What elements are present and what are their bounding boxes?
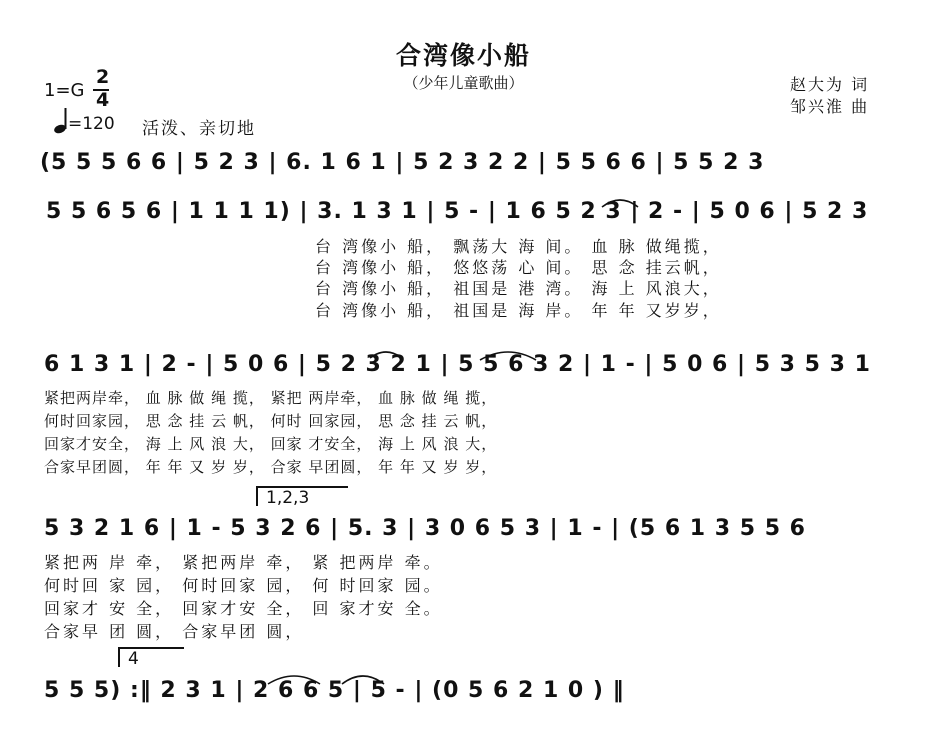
- time-signature-bottom: 4: [96, 89, 110, 111]
- lyricist-credit: 赵大为 词: [790, 75, 870, 94]
- notation-line-3: 6 1 3 1 | 2 - | 5 0 6 | 5 2 3 2 1 | 5 5 6 3 2 | 1 - | 5 0 6 | 5 3 5 3 1: [44, 352, 871, 377]
- lyric-line-4-verse-2: 何时回 家 园， 何时回家 园， 何 时回家 园。: [44, 576, 443, 595]
- song-subtitle: （少年儿童歌曲）: [403, 74, 524, 92]
- slur-mark: [266, 672, 322, 686]
- slur-mark: [340, 672, 386, 686]
- slur-mark: [600, 195, 640, 209]
- lyric-line-4-verse-3: 回家才 安 全， 回家才安 全， 回 家才安 全。: [44, 599, 443, 618]
- lyric-line-3-verse-2: 何时回家园， 思 念 挂 云 帆， 何时 回家园， 思 念 挂 云 帆，: [44, 412, 498, 430]
- notation-line-4: 5 3 2 1 6 | 1 - 5 3 2 6 | 5. 3 | 3 0 6 5 3 | 1 - | (5 6 1 3 5 5 6: [44, 516, 806, 541]
- lyric-line-3-verse-4: 合家早团圆， 年 年 又 岁 岁， 合家 早团圆， 年 年 又 岁 岁，: [44, 458, 498, 476]
- tempo-marking: =120: [68, 114, 115, 134]
- time-signature-top: 2: [96, 66, 110, 88]
- lyric-line-4-verse-4: 合家早 团 圆， 合家早团 圆，: [44, 622, 305, 641]
- slur-mark: [478, 348, 538, 362]
- expression-marking: 活泼、亲切地: [142, 119, 256, 139]
- lyric-line-3-verse-1: 紧把两岸牵， 血 脉 做 绳 揽， 紧把 两岸牵， 血 脉 做 绳 揽，: [44, 389, 498, 407]
- volta-label-1: 1,2,3: [266, 488, 310, 508]
- lyric-line-4-verse-1: 紧把两 岸 牵， 紧把两岸 牵， 紧 把两岸 牵。: [44, 553, 443, 572]
- slur-mark: [368, 348, 404, 360]
- notation-line-1: (5 5 5 6 6 | 5 2 3 | 6. 1 6 1 | 5 2 3 2 2 | 5 5 6 6 | 5 5 2 3: [40, 150, 765, 175]
- volta-bracket-1: [256, 486, 348, 506]
- composer-credit: 邹兴淮 曲: [790, 97, 870, 116]
- lyric-line-2-verse-2: 台 湾像小 船， 悠悠荡 心 间。 思 念 挂云帆，: [315, 258, 722, 277]
- lyric-line-2-verse-4: 台 湾像小 船， 祖国是 海 岸。 年 年 又岁岁，: [315, 301, 722, 320]
- notation-line-5: 5 5 5) :‖ 2 3 1 | 2 6 6 5 | 5 - | (0 5 6 2 1 0 ) ‖: [44, 678, 625, 703]
- volta-label-2: 4: [128, 649, 139, 669]
- volta-bracket-2: [118, 647, 184, 667]
- song-title: 合湾像小船: [395, 41, 531, 70]
- key-signature: 1=G: [44, 80, 85, 101]
- lyric-line-2-verse-3: 台 湾像小 船， 祖国是 港 湾。 海 上 风浪大，: [315, 279, 722, 298]
- lyric-line-2-verse-1: 台 湾像小 船， 飘荡大 海 间。 血 脉 做绳揽，: [315, 237, 722, 256]
- lyric-line-3-verse-3: 回家才安全， 海 上 风 浪 大， 回家 才安全， 海 上 风 浪 大，: [44, 435, 498, 453]
- notation-line-2: 5 5 6 5 6 | 1 1 1 1) | 3. 1 3 1 | 5 - | 1 6 5 2 3 | 2 - | 5 0 6 | 5 2 3: [46, 199, 869, 224]
